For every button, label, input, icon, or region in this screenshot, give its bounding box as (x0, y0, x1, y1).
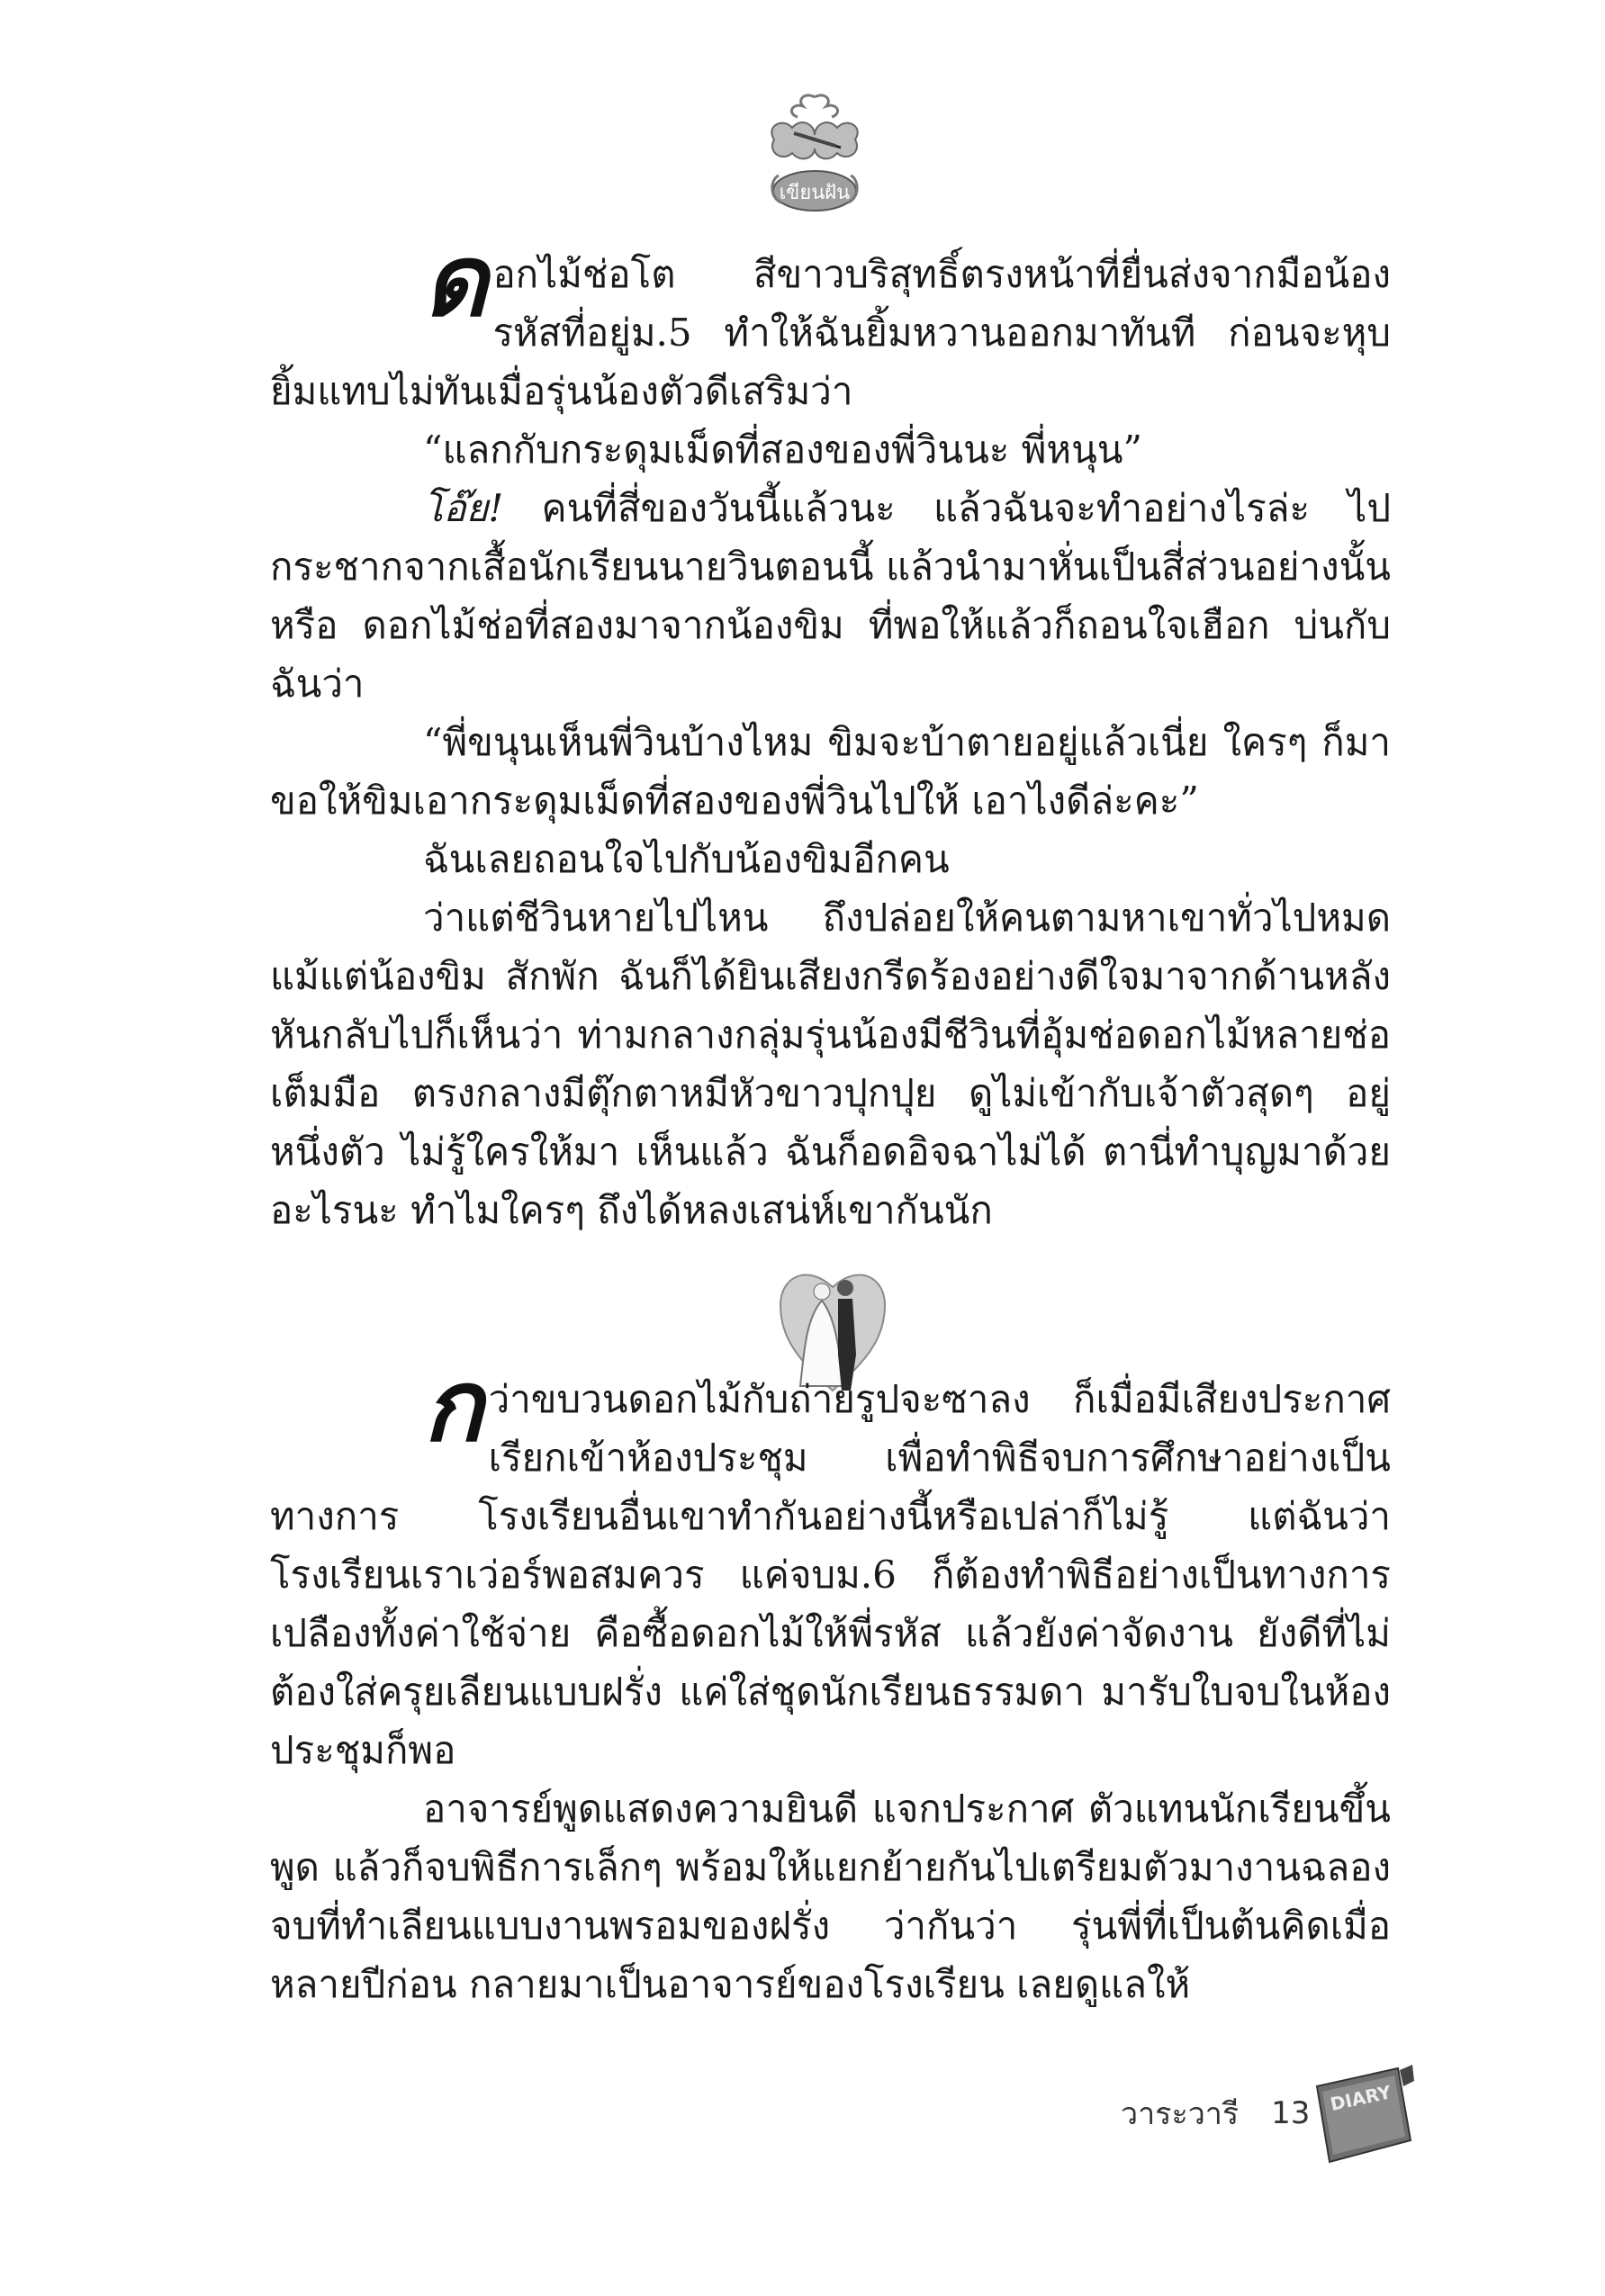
paragraph: ว่าแต่ชีวินหายไปไหน ถึงปล่อยให้คนตามหาเขาทั่วไปหมด แม้แต่น้องขิม สักพัก ฉันก็ได้ยินเสียงกรีดร้องอย่างดีใจมาจากด้านหลัง หันกลับไปก็เห็นว่า ท่ามกลางกลุ่มรุ่นน้องมีชีวินที่อุ้มช่อดอกไม้หลายช่อเต็มมือ ตรงกลางมีตุ๊กตาหมีหัวขาวปุกปุย ดูไม่เข้ากับเจ้าตัวสุดๆ อยู่หนึ่งตัว ไม่รู้ใครให้มา เห็นแล้ว ฉันก็อดอิจฉาไม่ได้ ตานี่ทำบุญมาด้วยอะไรนะ ทำไมใครๆ ถึงได้หลงเสน่ห์เขากันนัก (270, 896, 1391, 1232)
paragraph (270, 479, 1391, 713)
section-1-text (270, 223, 1391, 1239)
paragraph: ฉันเลยถอนใจไปกับน้องขิมอีกคน (423, 837, 950, 881)
paragraph-text: อกไม้ช่อโต สีขาวบริสุทธิ์ตรงหน้าที่ยื่นส่งจากมือน้องรหัสที่อยู่ม.5 ทำให้ฉันยิ้มหวานออกมาทันที ก่อนจะหุบยิ้มแทบไม่ทันเมื่อรุ่นน้องตัวดีเสริมว่า (270, 252, 1391, 413)
italic-exclamation: โอ๊ย! (423, 486, 504, 530)
paragraph-text: คนที่สี่ของวันนี้แล้วนะ แล้วฉันจะทำอย่างไรล่ะ ไปกระชากจากเสื้อนักเรียนนายวินตอนนี้ แล้วนำมาหั่นเป็นสี่ส่วนอย่างนั้นหรือ ดอกไม้ช่อที่สองมาจากน้องขิม ที่พอให้แล้วก็ถอนใจเฮือก บ่นกับฉันว่า (270, 486, 1391, 706)
paragraph (270, 1348, 1391, 1779)
drop-cap: ก (423, 1348, 483, 1463)
book-title: วาระวารี (1121, 2096, 1240, 2132)
diary-book-icon (1301, 2061, 1418, 2169)
page-footer (1121, 2086, 1310, 2140)
ornamental-pen-emblem-icon (756, 90, 873, 216)
emblem-label: เขียนฝัน (779, 182, 851, 204)
drop-cap: ด (423, 223, 488, 338)
section-2-text (270, 1348, 1391, 2013)
diary-label: DIARY (1328, 2081, 1393, 2115)
page-number: 13 (1271, 2095, 1311, 2131)
paragraph-text: ว่าขบวนดอกไม้กับถ่ายรูปจะซาลง ก็เมื่อมีเสียงประกาศเรียกเข้าห้องประชุม เพื่อทำพิธีจบการศึกษาอย่างเป็นทางการ โรงเรียนอื่นเขาทำกันอย่างนี้หรือเปล่าก็ไม่รู้ แต่ฉันว่าโรงเรียนเราเว่อร์พอสมควร แค่จบม.6 ก็ต้องทำพิธีอย่างเป็นทางการ เปลืองทั้งค่าใช้จ่าย คือซื้อดอกไม้ให้พี่รหัส แล้วยังค่าจัดงาน ยังดีที่ไม่ต้องใส่ครุยเลียนแบบฝรั่ง แค่ใส่ชุดนักเรียนธรรมดา มารับใบจบในห้องประชุมก็พอ (270, 1377, 1391, 1772)
paragraph: “พี่ขนุนเห็นพี่วินบ้างไหม ขิมจะบ้าตายอยู่แล้วเนี่ย ใครๆ ก็มาขอให้ขิมเอากระดุมเม็ดที่สองของพี่วินไปให้ เอาไงดีล่ะคะ” (270, 720, 1391, 823)
paragraph: “แลกกับกระดุมเม็ดที่สองของพี่วินนะ พี่หนุน” (423, 428, 1142, 472)
paragraph: อาจารย์พูดแสดงความยินดี แจกประกาศ ตัวแทนนักเรียนขึ้นพูด แล้วก็จบพิธีการเล็กๆ พร้อมให้แยกย้ายกันไปเตรียมตัวมางานฉลองจบที่ทำเลียนแบบงานพรอมของฝรั่ง ว่ากันว่า รุ่นพี่ที่เป็นต้นคิดเมื่อหลายปีก่อน กลายมาเป็นอาจารย์ของโรงเรียน เลยดูแลให้ (270, 1787, 1391, 2006)
paragraph (270, 223, 1391, 420)
